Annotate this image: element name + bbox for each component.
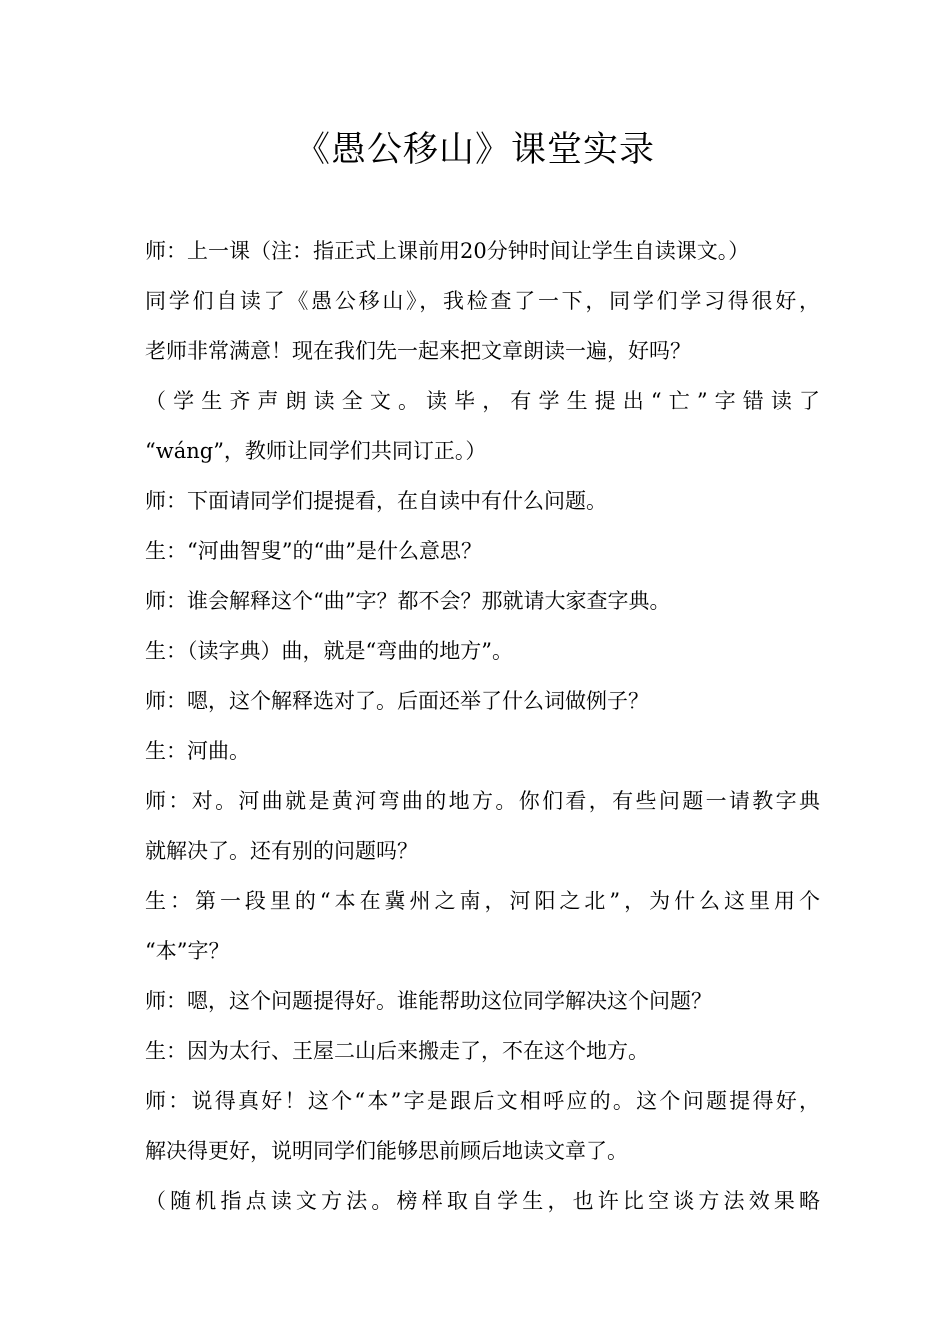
document-body: [145, 226, 820, 1226]
paragraph-line: 就解决了。还有别的问题吗？: [145, 839, 418, 863]
paragraph-line: 师：嗯，这个解释选对了。后面还举了什么词做例子？: [145, 689, 649, 713]
paragraph-line: 生：河曲。: [145, 739, 250, 763]
paragraph-line: （学生齐声朗读全文。读毕，有学生提出“亡”字错读了: [145, 389, 820, 413]
paragraph-line: （随机指点读文方法。榜样取自学生，也许比空谈方法效果略: [145, 1189, 820, 1213]
paragraph-line: “本”字？: [145, 939, 230, 963]
paragraph-line: “wáng”，教师让同学们共同订正。）: [145, 439, 487, 463]
paragraph-line: 师：下面请同学们提提看，在自读中有什么问题。: [145, 489, 607, 513]
paragraph-line: 师：上一课（注：指正式上课前用20分钟时间让学生自读课文。）: [145, 239, 750, 263]
paragraph-line: 解决得更好，说明同学们能够思前顾后地读文章了。: [145, 1139, 628, 1163]
paragraph-line: 生：因为太行、王屋二山后来搬走了，不在这个地方。: [145, 1039, 649, 1063]
paragraph-line: 老师非常满意！现在我们先一起来把文章朗读一遍，好吗？: [145, 339, 691, 363]
document-title: 《愚公移山》课堂实录: [294, 130, 655, 170]
paragraph-line: 师：说得真好！这个“本”字是跟后文相呼应的。这个问题提得好，: [145, 1089, 820, 1113]
paragraph-line: 同学们自读了《愚公移山》，我检查了一下，同学们学习得很好，: [145, 289, 820, 313]
paragraph-line: 生：“河曲智叟”的“曲”是什么意思？: [145, 539, 482, 563]
paragraph-line: 师：对。河曲就是黄河弯曲的地方。你们看，有些问题一请教字典: [145, 789, 820, 813]
paragraph-line: 师：嗯，这个问题提得好。谁能帮助这位同学解决这个问题？: [145, 989, 712, 1013]
paragraph-line: 师：谁会解释这个“曲”字？都不会？那就请大家查字典。: [145, 589, 671, 613]
paragraph-line: 生：（读字典）曲，就是“弯曲的地方”。: [145, 639, 513, 663]
paragraph-line: 生：第一段里的“本在冀州之南，河阳之北”，为什么这里用个: [145, 889, 820, 913]
